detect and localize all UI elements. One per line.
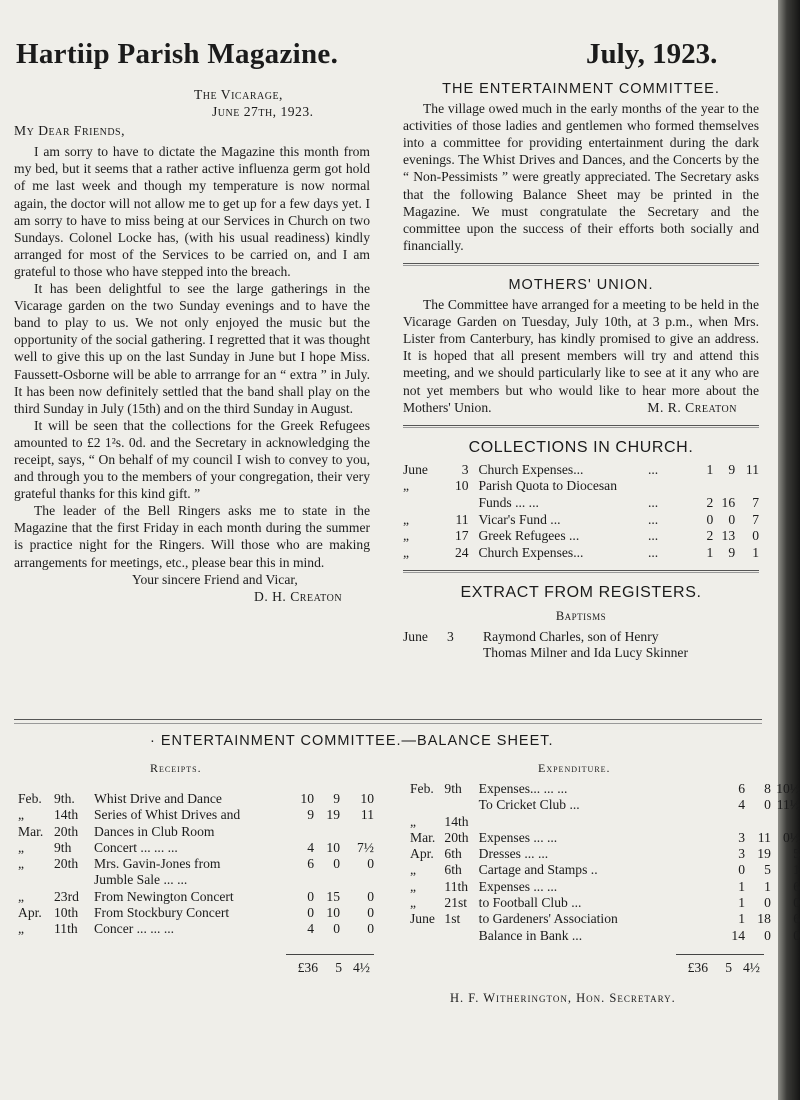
issue-date: July, 1923. [586,38,718,70]
collection-month: „ [403,544,410,560]
expenditure-row [410,781,800,797]
entertainment-text: The village owed much in the early months of the year to the activities of those ladies and gentlemen who formed themselves into a committee for providing entertainment during the dark evenings. The Whist Drives and Dances, and the Concerts by the “ Non-Pessimists ” were greatly appreciated. The Secretary asks that the following Balance Sheet may be printed in the Magazine. We must congratulate the Secretary and the committee upon the success of their efforts both socially and financially. [403,101,759,253]
entry-day [54,872,94,888]
collection-pounds: 1 [706,544,714,560]
entry-day: 9th [444,781,462,796]
entry-month [410,797,444,813]
entry-description: Cartage and Stamps .. [478,862,598,878]
expenditure-total-shillings: 5 [725,960,732,975]
collection-shillings: 9 [728,461,736,477]
entry-month [18,872,54,888]
receipt-row [18,807,374,823]
entry-pounds: 6 [307,856,314,872]
entry-month: Mar. [18,823,44,839]
entry-description: Balance in Bank ... [478,927,583,943]
entry-month: Apr. [18,905,42,921]
entry-description: From Stockbury Concert [94,905,230,921]
collection-day: 17 [455,528,469,544]
entry-day: 14th [444,813,469,829]
entry-pounds: 3 [738,829,746,845]
entry-day [444,797,478,813]
expenditure-total-pounds: £36 [687,960,708,975]
entry-shillings: 15 [326,888,340,904]
entry-day: 20th [54,823,79,839]
letter-paragraph: The leader of the Bell Ringers asks me to state in the Magazine that the first Friday in each month during the summer is practice night for the Ringers. Will those who are making arrangements for meetings, etc., please bear this in mind. [14,503,370,570]
expenditure-total-pence: 4½ [743,960,760,975]
entry-description: to Football Club ... [478,895,582,911]
expenditure-title: Expenditure. [538,761,611,775]
section-divider [403,263,759,266]
entry-pence: 0½ [783,829,800,845]
entry-month: „ [410,895,417,911]
collection-row [403,545,759,562]
collection-shillings: 16 [721,495,736,511]
entry-description: Dances in Club Room [94,823,215,839]
letter-paragraph: It has been delightful to see the large gatherings in the Vicarage garden on the two Sunday evenings and to have the band to play to us. We not only enjoyed the music but the opportunity of the social gathering. I regretted that it was thought well to give this up on the last Sunday in June but I hope Miss. Faussett-Osborne will be able to arrrange for an “ extra ” in July. It has been now definitely settled that the band shall play on the third Sunday in July (15th) and on the third Sunday in August. [14,281,370,416]
entry-description: From Newington Concert [94,888,234,904]
entry-pence: 0 [367,905,374,921]
entry-month: „ [410,862,417,878]
entry-month: Mar. [410,829,436,845]
entry-pence [340,872,374,888]
collection-shillings: 0 [728,511,736,527]
baptism-month: June [403,628,428,644]
entry-shillings: 19 [326,807,340,823]
receipt-row [18,921,374,937]
entry-pounds: 14 [731,927,746,943]
entry-shillings [314,872,340,888]
entry-day: 6th [444,846,462,862]
entry-pounds: 3 [738,846,746,862]
collection-pence: 7 [752,511,759,527]
entry-pence: 5 [793,846,800,862]
collection-month: „ [403,511,410,527]
entry-shillings: 5 [764,862,771,878]
receipt-row [18,872,374,888]
mothers-union-text: The Committee have arranged for a meeting to be held in the Vicarage Garden on Tuesday, July 10th, at 3 p.m., when Mrs. Lister from Canterbury, has kindly promised to give an address. It is hoped that all present members will try and attend this meeting, and we should particularly like to see at it any who are not yet members but who would like to hear more about the Mothers' Union. [403,297,759,415]
receipt-row [18,840,374,856]
balance-sheet-rule-top [14,723,762,724]
collections-heading: COLLECTIONS IN CHURCH. [468,438,694,456]
collection-pence: 1 [752,544,759,560]
expenditure-total [676,960,760,976]
entry-day: 20th [444,829,469,845]
letter-date: June 27th, 1923. [212,104,314,120]
entry-description: Concer ... ... ... [94,921,175,937]
mothers-union-heading: MOTHERS' UNION. [508,276,654,293]
entry-day: 21st [444,895,468,911]
magazine-title: Hartiip Parish Magazine. [16,38,339,70]
baptism-entry [403,629,688,662]
balance-sheet-heading: · ENTERTAINMENT COMMITTEE.—BALANCE SHEET. [150,733,554,749]
entry-shillings: 18 [757,911,771,927]
collection-month: „ [403,528,410,544]
entry-pounds: 6 [738,781,746,796]
entry-shillings: 0 [764,927,771,943]
collection-description: Greek Refugees ... [478,528,580,544]
collections-table [403,462,759,562]
secretary-signature: H. F. Witherington, Hon. Secretary. [450,991,676,1005]
collection-shillings: 9 [728,544,736,560]
entry-shillings: 11 [757,829,771,845]
entry-shillings: 10 [326,839,340,855]
collection-description: Funds ... ... [478,495,539,511]
entry-month: Feb. [410,781,434,796]
expenditure-row [410,895,800,911]
entry-day [444,928,478,944]
entry-pence: 1 [793,862,800,878]
collection-month: June [403,461,428,477]
entry-pence: 0 [367,921,374,937]
entry-day: 11th [444,878,469,894]
entry-shillings [314,824,340,840]
collection-row [403,462,759,479]
entry-pounds: 10 [300,791,314,806]
receipt-row [18,791,374,807]
right-column [403,81,759,662]
entry-month: „ [18,888,25,904]
collection-pounds: 1 [706,461,714,477]
collection-pounds: 0 [706,511,714,527]
collection-leader-dots: ... [647,511,659,527]
expenditure-row [410,797,800,813]
entry-pounds: 1 [738,895,746,911]
expenditure-row [410,879,800,895]
receipt-row [18,905,374,921]
collection-description: Parish Quota to Diocesan [478,478,617,494]
letter-salutation: My Dear Friends, [14,123,125,139]
balance-sheet-rule-top [14,719,762,720]
baptism-day: 3 [447,628,454,644]
entry-pence: 6 [793,878,800,894]
collection-day: 11 [455,511,469,527]
expenditure-row [410,814,800,830]
collection-leader-dots [648,478,697,495]
entry-pence: 11 [360,807,374,823]
entry-pence: 0 [367,888,374,904]
expenditure-total-rule [676,954,764,955]
receipts-total-shillings: 5 [335,960,342,975]
entry-pence: 7½ [357,839,374,855]
entry-day: 14th [54,807,79,823]
collection-day [447,495,469,512]
registers-heading: EXTRACT FROM REGISTERS. [460,584,702,602]
entry-shillings: 10 [326,905,340,921]
section-divider [403,570,759,573]
vicar-letter [14,86,370,605]
entry-pounds [665,814,745,830]
entry-shillings: 0 [333,856,340,872]
collection-shillings [713,478,735,495]
entry-shillings: 1 [764,878,771,894]
entry-shillings: 8 [764,781,771,796]
entry-pounds: 0 [738,862,746,878]
receipts-table [18,791,374,938]
entry-pounds: 9 [307,807,314,823]
entry-description: Expenses ... ... [478,829,558,845]
entry-day: 1st [444,911,461,927]
entry-description: Whist Drive and Dance [94,791,222,806]
collection-pounds [697,478,713,495]
collection-row [403,528,759,545]
collection-leader-dots: ... [647,528,659,544]
expenditure-table [410,781,800,944]
baptism-line: Raymond Charles, son of Henry [483,628,659,644]
letter-paragraph: I am sorry to have to dictate the Magazine this month from my bed, but it seems that a rather active influenza germ got hold of me last week and though my temperature is now normal again, the doctor will not allow me to get up for a few days yet. I am sorry to have to miss being at our Services in Church on two Sundays. Colonel Locke has, (with his usual readiness) kindly arranged for most of the Services to be carried on, and I am grateful to those who have stepped into the breach. [14,144,370,279]
entry-description: to Gardeners' Association [478,911,618,927]
receipt-row [18,824,374,840]
entry-description: Expenses ... ... [478,878,558,894]
entry-day: 6th [444,862,462,878]
entry-month: „ [410,813,417,829]
entry-pence: 10½ [776,781,800,796]
entry-pence: 0 [793,927,800,943]
entry-pounds [290,872,314,888]
collection-day: 3 [461,461,469,477]
collection-day: 24 [455,544,469,560]
entry-description: Dresses ... ... [478,846,549,862]
receipt-row [18,889,374,905]
expenditure-row [410,862,800,878]
entry-pence: 0 [793,895,800,911]
letter-paragraph: It will be seen that the collections for the Greek Refugees amounted to £2 1²s. 0d. and the Secretary in acknowledging the receipt, says, “ On behalf of my council I wish to convey to you, and through you to the members of your congregation, their very grateful thanks for this kind gift. ” [14,417,370,502]
entry-pence: 11½ [776,797,800,813]
collection-pence: 11 [745,461,759,477]
collection-leader-dots: ... [647,495,659,511]
collection-leader-dots: ... [647,544,659,560]
section-divider [403,425,759,428]
entry-description: Expenses... ... ... [478,781,568,796]
entry-month: „ [18,921,25,937]
entry-description: Jumble Sale ... ... [94,872,188,888]
entry-description: Series of Whist Drives and [94,807,241,823]
receipts-title: Receipts. [150,761,202,775]
collection-month: „ [403,478,410,494]
entry-month: June [410,911,435,927]
entry-day: 23rd [54,888,79,904]
entry-month [410,928,444,944]
receipt-row [18,856,374,872]
collection-description: Vicar's Fund ... [478,511,561,527]
collection-month [403,495,447,512]
entry-day: 11th [54,921,78,937]
entry-shillings: 0 [764,797,771,813]
collection-description: Church Expenses... [478,544,584,560]
collection-row [403,512,759,529]
collection-pence [735,478,759,495]
receipts-total [286,960,370,976]
entry-day: 9th. [54,791,75,806]
mothers-union-signature: M. R. Creaton [647,399,737,415]
expenditure-row [410,928,800,944]
entry-pounds: 0 [307,905,314,921]
entry-month: Feb. [18,791,42,806]
entry-description [479,814,665,830]
entry-pounds: 0 [307,888,314,904]
entry-pounds: 1 [738,911,746,927]
collection-row [403,495,759,512]
expenditure-row [410,911,800,927]
collection-pence: 0 [752,528,759,544]
letter-address: The Vicarage, [194,87,283,102]
entry-description: Concert ... ... ... [94,839,178,855]
entry-description: Mrs. Gavin-Jones from [94,856,221,872]
receipts-total-pounds: £36 [297,960,318,975]
entry-day: 20th [54,856,79,872]
baptism-line: Thomas Milner and Ida Lucy Skinner [483,645,688,661]
collection-shillings: 13 [721,528,736,544]
letter-closing: Your sincere Friend and Vicar, [132,571,298,587]
entry-description: To Cricket Club ... [478,797,580,813]
entry-pounds: 4 [738,797,746,813]
entry-day: 10th [54,905,79,921]
collection-row [403,478,759,495]
entry-shillings [745,814,771,830]
entry-month: „ [18,839,25,855]
entry-shillings: 9 [333,791,340,806]
entry-shillings: 19 [757,846,771,862]
entry-pence: 0 [367,856,374,872]
receipts-total-pence: 4½ [353,960,370,975]
entry-pence [340,824,374,840]
entry-month: „ [18,807,25,823]
baptisms-subheading: Baptisms [555,608,607,623]
receipts-total-rule [286,954,374,955]
collection-description: Church Expenses... [478,461,584,477]
entry-month: „ [18,856,25,872]
collection-day: 10 [455,478,469,494]
entry-pounds: 1 [738,878,746,894]
entry-pounds: 4 [307,839,314,855]
collection-pounds: 2 [706,495,714,511]
entertainment-heading: THE ENTERTAINMENT COMMITTEE. [442,81,720,97]
entry-pence: 6 [793,911,800,927]
entry-pounds [290,824,314,840]
expenditure-row [410,846,800,862]
entry-shillings: 0 [333,921,340,937]
collection-pounds: 2 [706,528,714,544]
collection-leader-dots: ... [647,461,659,477]
collection-pence: 7 [752,495,759,511]
expenditure-row [410,830,800,846]
entry-day: 9th [54,839,72,855]
entry-shillings: 0 [764,895,771,911]
entry-month: Apr. [410,846,434,862]
entry-pence [771,814,800,830]
entry-pence: 10 [360,791,374,806]
entry-month: „ [410,878,417,894]
letter-signature: D. H. Creaton [254,588,343,604]
entry-pounds: 4 [307,921,314,937]
